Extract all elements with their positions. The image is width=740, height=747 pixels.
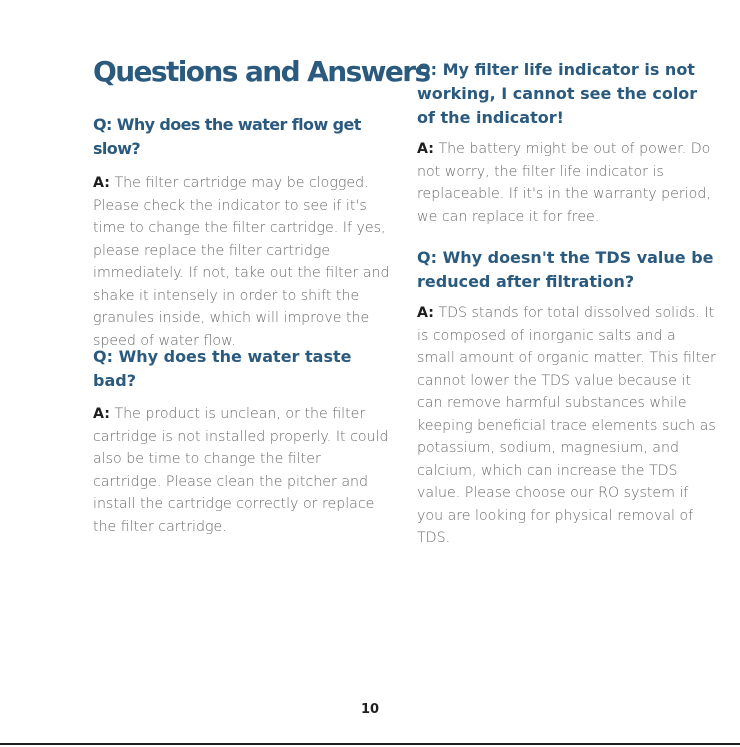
bottom-divider	[0, 743, 740, 745]
page-number: 10	[360, 702, 380, 717]
answer-prefix: A:	[93, 406, 110, 422]
answer-text	[93, 403, 393, 538]
question-heading: Q: Why doesn't the TDS value be reduced after filtration?	[417, 248, 714, 291]
qa-item-tds-value	[417, 246, 717, 550]
qa-item-filter-indicator	[417, 58, 717, 228]
answer-text	[417, 302, 717, 550]
qa-item-water-taste	[93, 345, 393, 538]
answer-prefix: A:	[417, 141, 434, 157]
question-heading: Q: Why does the water flow get slow?	[93, 115, 361, 158]
answer-text	[93, 172, 393, 352]
answer-body: The product is unclean, or the filter cartridge is not installed properly. It could also be time to change the filter cartridge. Please clean the pitcher and install the cartridge correctly or replace the filter cartridge.	[93, 406, 389, 535]
answer-body: TDS stands for total dissolved solids. It is composed of inorganic salts and a small amount of organic matter. This filter cannot lower the TDS value because it can remove harmful substances while keeping beneficial trace elements such as potassium, sodium, magnesium, and calcium, which can increase the TDS value. Please choose our RO system if you are looking for physical removal of TDS.	[417, 305, 716, 546]
answer-prefix: A:	[93, 175, 110, 191]
answer-prefix: A:	[417, 305, 434, 321]
page-title: Questions and Answers	[93, 55, 430, 88]
answer-body: The filter cartridge may be clogged. Please check the indicator to see if it's time to change the filter cartridge. If yes, please replace the filter cartridge immediately. If not, take out the filter and shake it intensely in order to shift the granules inside, which will improve the speed of water flow.	[93, 175, 390, 349]
answer-text	[417, 138, 717, 228]
question-heading: Q: My filter life indicator is not working, I cannot see the color of the indicator!	[417, 60, 698, 127]
question-heading: Q: Why does the water taste bad?	[93, 347, 352, 390]
qa-item-water-flow	[93, 113, 393, 352]
answer-body: The battery might be out of power. Do not worry, the filter life indicator is replaceable. If it's in the warranty period, we can replace it for free.	[417, 141, 711, 225]
